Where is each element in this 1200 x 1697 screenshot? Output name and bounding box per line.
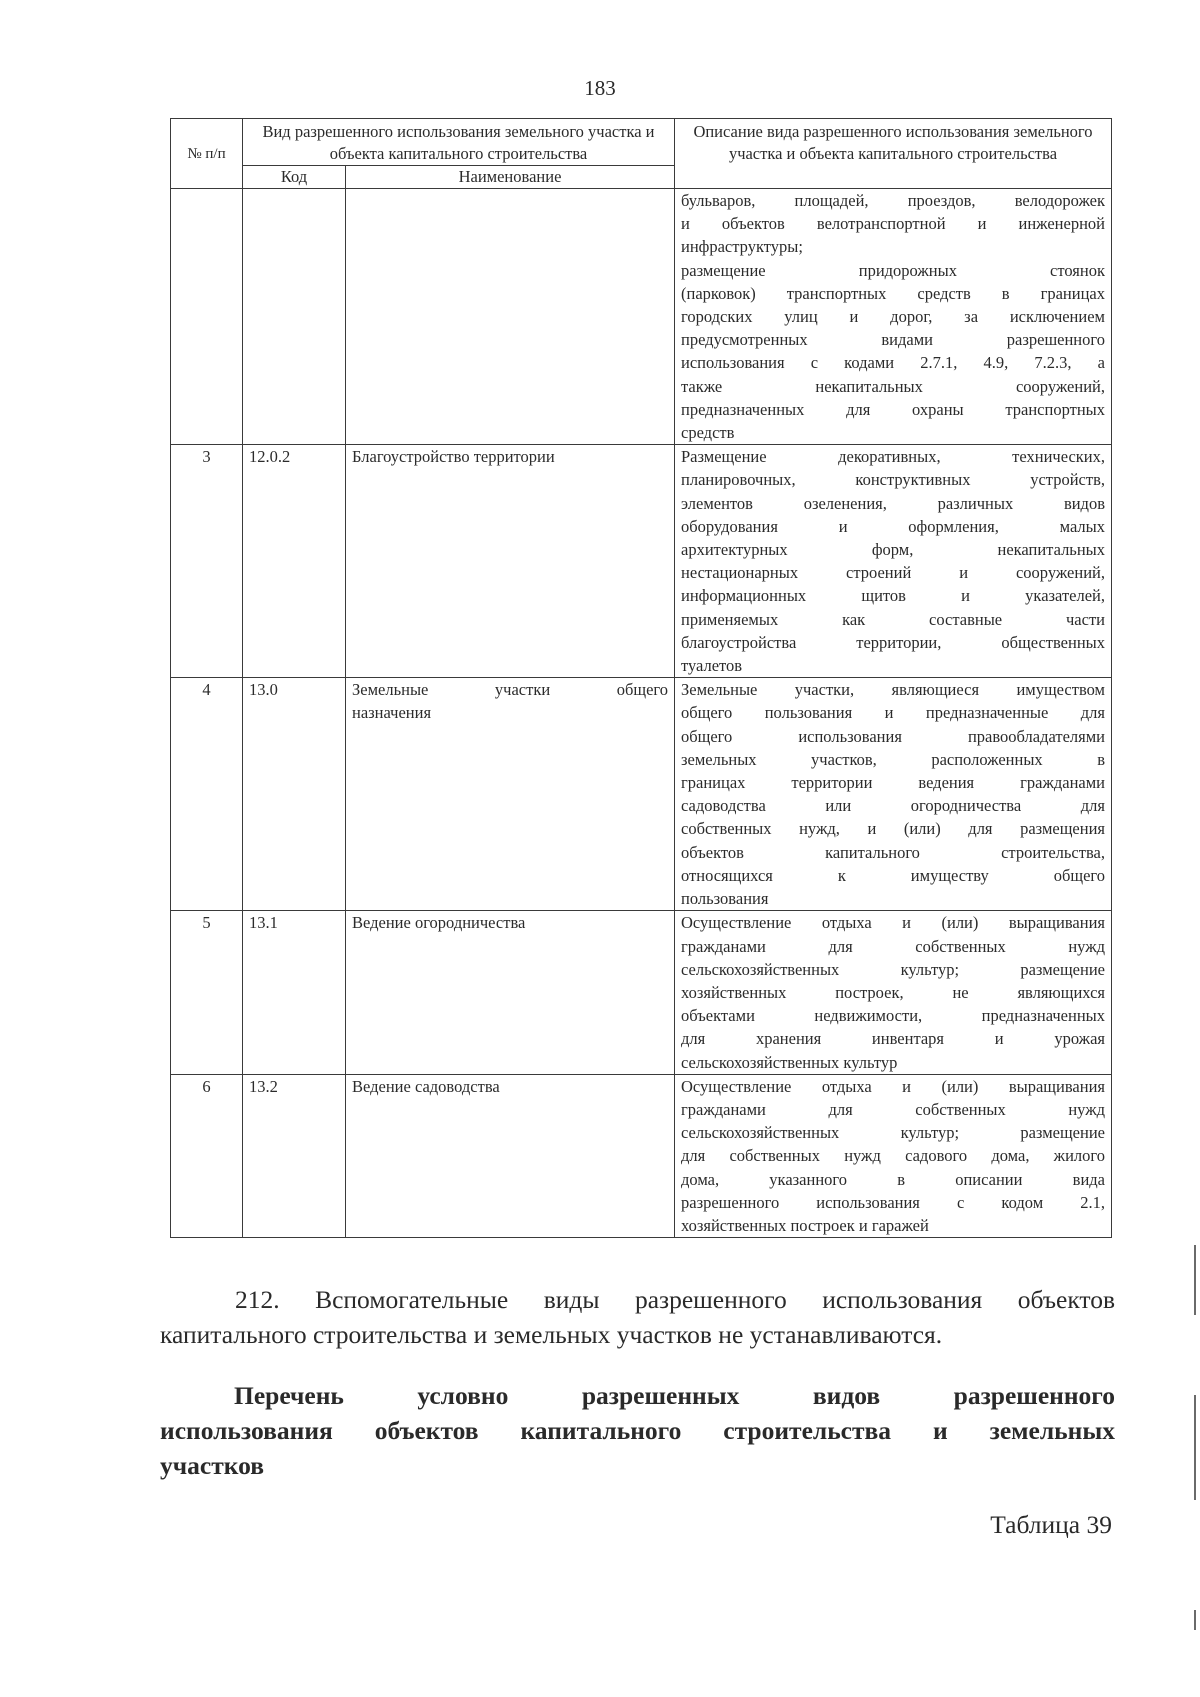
description-line: (парковок) транспортных средств в границах xyxy=(681,283,1105,303)
paragraph-line: капитального строительства и земельных участков не устанавливаются. xyxy=(160,1320,943,1349)
header-group: Вид разрешенного использования земельного участка и объекта капитального строительства xyxy=(243,119,675,166)
description-line: нестационарных строений и сооружений, xyxy=(681,563,1105,583)
description-line: хозяйственных построек и гаражей xyxy=(681,1215,929,1235)
row-description xyxy=(675,189,1112,445)
description-line: применяемых как составные части xyxy=(681,609,1105,629)
row-number: 6 xyxy=(171,1074,243,1237)
name-line: назначения xyxy=(352,703,432,723)
name-line: Ведение садоводства xyxy=(352,1076,500,1096)
description-line: сельскохозяйственных культур; размещение xyxy=(681,1123,1105,1143)
row-code: 13.0 xyxy=(243,678,346,911)
name-line: Ведение огородничества xyxy=(352,913,526,933)
row-description xyxy=(675,1074,1112,1237)
header-code: Код xyxy=(243,166,346,189)
table-caption: Таблица 39 xyxy=(990,1510,1112,1539)
heading-line: Перечень условно разрешенных видов разрешенного xyxy=(234,1381,1115,1410)
table-body xyxy=(171,189,1112,1238)
row-number: 4 xyxy=(171,678,243,911)
row-code: 12.0.2 xyxy=(243,445,346,678)
description-line: и объектов велотранспортной и инженерной xyxy=(681,214,1105,234)
row-name xyxy=(346,1074,675,1237)
description-line: дома, указанного в описании вида xyxy=(681,1169,1105,1189)
description-line: туалетов xyxy=(681,656,743,676)
row-name xyxy=(346,911,675,1074)
description-line: гражданами для собственных нужд xyxy=(681,936,1105,956)
description-line: архитектурных форм, некапитальных xyxy=(681,540,1105,560)
table-row xyxy=(171,678,1112,911)
description-line: для собственных нужд садового дома, жилого xyxy=(681,1146,1105,1166)
description-line: общего пользования и предназначенные для xyxy=(681,703,1105,723)
description-line: предназначенных для охраны транспортных xyxy=(681,399,1105,419)
description-line: городских улиц и дорог, за исключением xyxy=(681,307,1105,327)
section-heading xyxy=(160,1378,1115,1483)
row-code: 13.1 xyxy=(243,911,346,1074)
description-line: гражданами для собственных нужд xyxy=(681,1099,1105,1119)
page-number: 183 xyxy=(584,76,616,100)
description-line: бульваров, площадей, проездов, велодорожек xyxy=(681,191,1105,210)
land-use-table xyxy=(170,118,1112,1238)
description-line: Осуществление отдыха и (или) выращивания xyxy=(681,1076,1105,1096)
description-line: разрешенного использования с кодом 2.1, xyxy=(681,1192,1105,1212)
table-row xyxy=(171,1074,1112,1237)
row-number: 3 xyxy=(171,445,243,678)
description-line: планировочных, конструктивных устройств, xyxy=(681,470,1105,490)
description-line: границах территории ведения гражданами xyxy=(681,773,1105,793)
row-description xyxy=(675,445,1112,678)
description-line: Осуществление отдыха и (или) выращивания xyxy=(681,913,1105,933)
description-line: хозяйственных построек, не являющихся xyxy=(681,982,1105,1002)
description-line: также некапитальных сооружений, xyxy=(681,376,1105,396)
row-description xyxy=(675,911,1112,1074)
description-line: относящихся к имуществу общего xyxy=(681,865,1105,885)
row-description xyxy=(675,678,1112,911)
row-code xyxy=(243,189,346,445)
description-line: элементов озеленения, различных видов xyxy=(681,493,1105,513)
table-row xyxy=(171,445,1112,678)
header-desc: Описание вида разрешенного использования земельного участка и объекта капитального строительства xyxy=(675,119,1112,189)
scan-margin-mark xyxy=(1194,1610,1196,1630)
heading-line: использования объектов капитального строительства и земельных xyxy=(160,1416,1115,1445)
description-line: объектов капитального строительства, xyxy=(681,842,1105,862)
row-number: 5 xyxy=(171,911,243,1074)
header-name: Наименование xyxy=(346,166,675,189)
description-line: пользования xyxy=(681,889,769,909)
row-name xyxy=(346,445,675,678)
description-line: садоводства или огородничества для xyxy=(681,796,1105,816)
description-line: благоустройства территории, общественных xyxy=(681,632,1105,652)
row-name xyxy=(346,189,675,445)
description-line: для хранения инвентаря и урожая xyxy=(681,1029,1105,1049)
row-number xyxy=(171,189,243,445)
description-line: инфраструктуры; xyxy=(681,237,803,257)
name-line: Земельные участки общего xyxy=(352,680,668,700)
paragraph-212 xyxy=(160,1282,1115,1352)
paragraph-line: 212. Вспомогательные виды разрешенного использования объектов xyxy=(235,1285,1115,1314)
description-line: собственных нужд, и (или) для размещения xyxy=(681,819,1105,839)
name-line: Благоустройство территории xyxy=(352,447,555,467)
table-row xyxy=(171,911,1112,1074)
description-line: размещение придорожных стоянок xyxy=(681,260,1105,280)
row-code: 13.2 xyxy=(243,1074,346,1237)
description-line: земельных участков, расположенных в xyxy=(681,749,1105,769)
description-line: использования с кодами 2.7.1, 4.9, 7.2.3, а xyxy=(681,353,1105,373)
scan-margin-mark xyxy=(1194,1245,1196,1315)
description-line: Размещение декоративных, технических, xyxy=(681,447,1105,467)
table-row xyxy=(171,189,1112,445)
description-line: общего использования правообладателями xyxy=(681,726,1105,746)
description-line: сельскохозяйственных культур xyxy=(681,1052,898,1072)
description-line: средств xyxy=(681,423,735,443)
description-line: информационных щитов и указателей, xyxy=(681,586,1105,606)
scan-margin-mark xyxy=(1194,1395,1196,1500)
heading-line: участков xyxy=(160,1451,264,1480)
description-line: оборудования и оформления, малых xyxy=(681,516,1105,536)
header-no: № п/п xyxy=(171,119,243,189)
row-name xyxy=(346,678,675,911)
description-line: Земельные участки, являющиеся имуществом xyxy=(681,680,1105,700)
description-line: объектами недвижимости, предназначенных xyxy=(681,1006,1105,1026)
description-line: сельскохозяйственных культур; размещение xyxy=(681,959,1105,979)
description-line: предусмотренных видами разрешенного xyxy=(681,330,1105,350)
